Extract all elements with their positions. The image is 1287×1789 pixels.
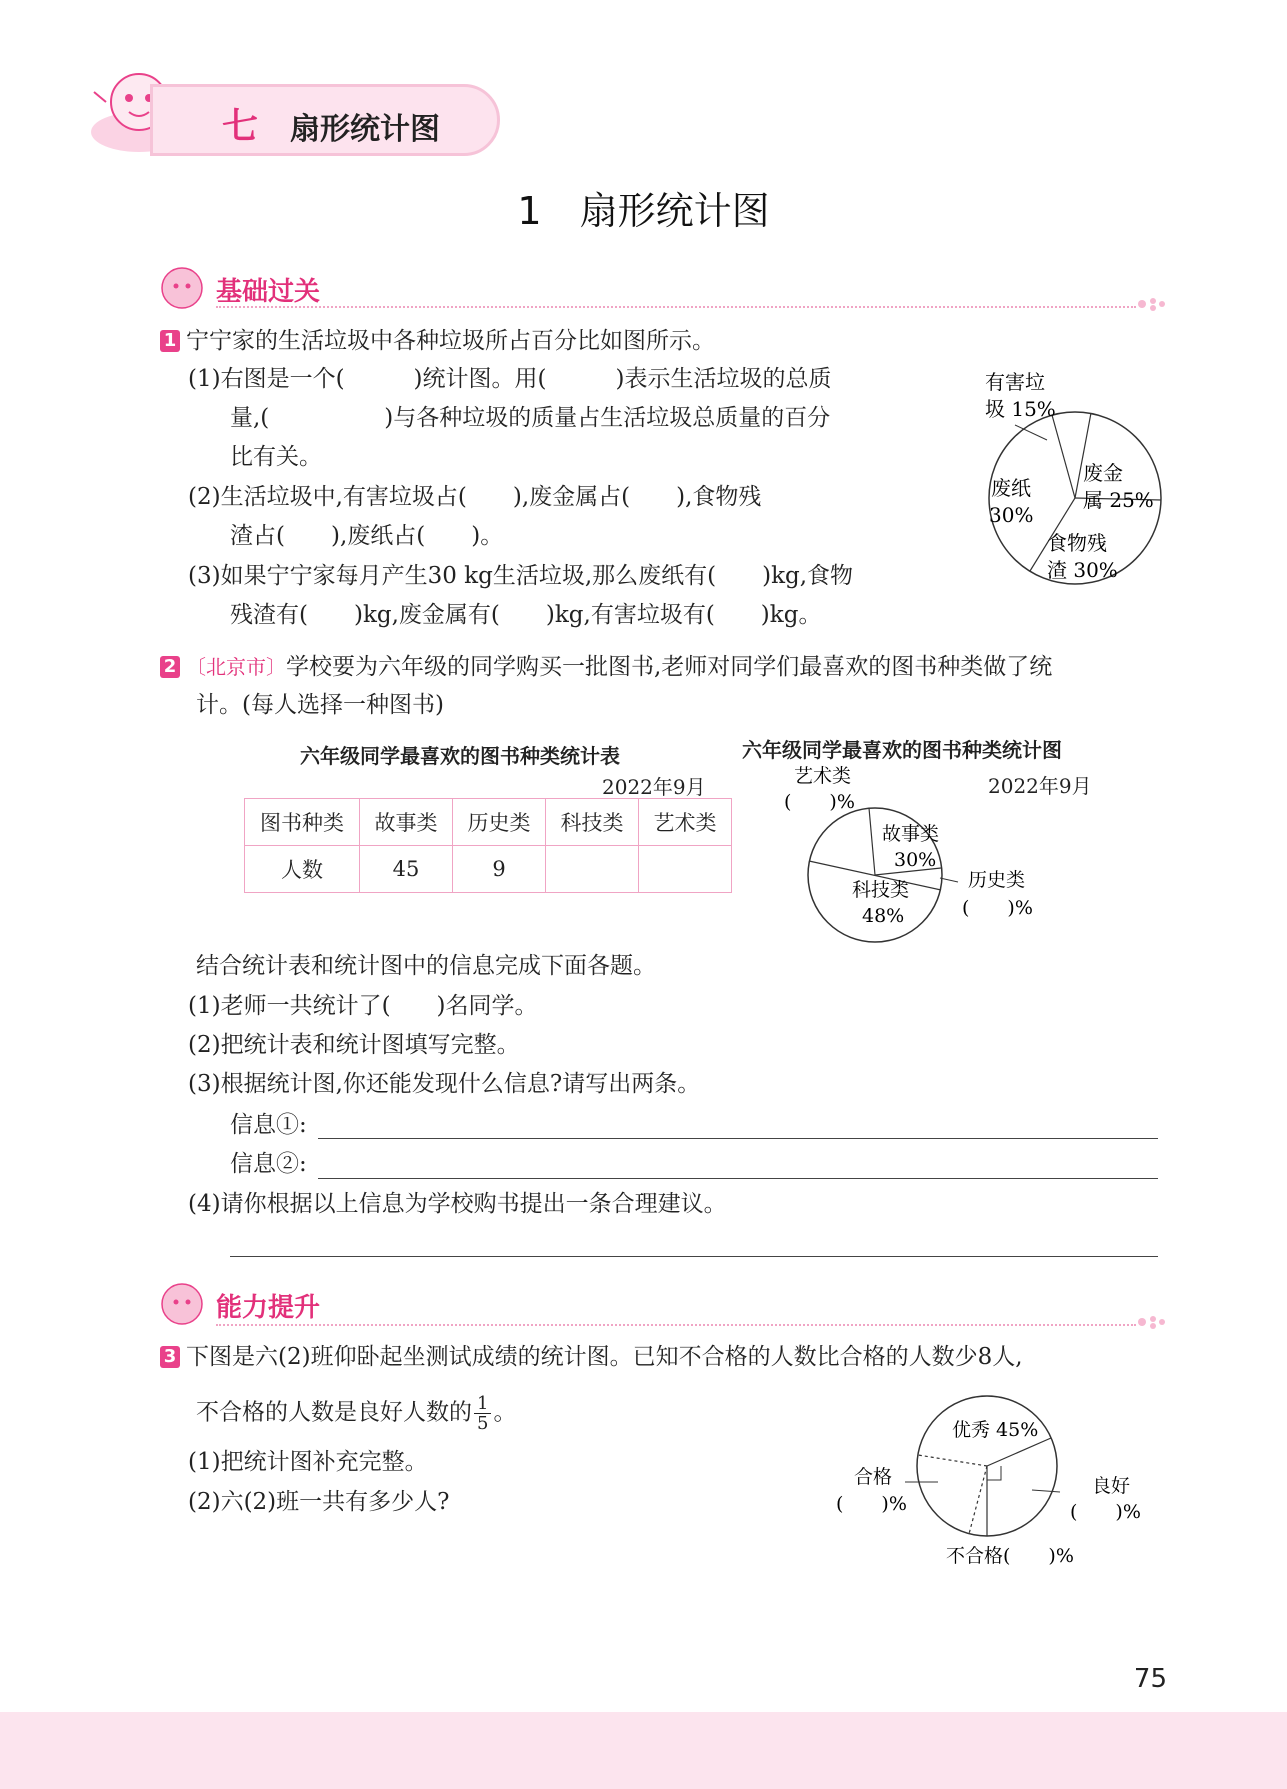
q1-pie-label-hazard-2: 圾 15% (985, 397, 1056, 421)
table-cell: 故事类 (360, 799, 453, 846)
q2-table-date: 2022年9月 (602, 775, 706, 799)
dots-icon (1136, 296, 1166, 316)
q1-part2-line2: 渣占( ),废纸占( )。 (230, 523, 504, 549)
q3-pie-label-fail: 不合格( )% (946, 1545, 1074, 1567)
fraction-numerator: 1 (474, 1394, 491, 1414)
q2-info1-answer-line[interactable] (318, 1138, 1158, 1139)
q2-stem-line2: 计。(每人选择一种图书) (196, 692, 444, 718)
q3-pie-label-good-2: ( )% (1070, 1501, 1141, 1523)
q2-pie-label-art-1: 艺术类 (794, 765, 852, 787)
table-cell: 艺术类 (639, 799, 732, 846)
q1-pie-label-paper-2: 30% (989, 503, 1034, 527)
q2-pie-label-history-2: ( )% (962, 897, 1033, 919)
q3-number: 3 (160, 1346, 180, 1368)
q1-pie-label-paper-1: 废纸 (991, 476, 1031, 500)
table-row (245, 799, 732, 846)
q2-pie-date: 2022年9月 (988, 774, 1092, 798)
q2-stem-line1: 2 〔北京市〕学校要为六年级的同学购买一批图书,老师对同学们最喜欢的图书种类做了统 (160, 652, 1052, 682)
q1-pie-divider-metal (1075, 413, 1091, 498)
q3-pie-divider-excellent (918, 1455, 987, 1466)
q2-info2-label: 信息②: (230, 1151, 307, 1177)
q1-pie-label-metal-1: 废金 (1083, 461, 1123, 485)
q3-pie-label-pass-1: 合格 (854, 1466, 893, 1488)
fraction-denominator: 5 (477, 1413, 489, 1434)
q2-pie-label-story-2: 30% (894, 849, 937, 871)
q2-pie-title: 六年级同学最喜欢的图书种类统计图 (742, 738, 1062, 762)
q1-part2-line1: (2)生活垃圾中,有害垃圾占( ),废金属占( ),食物残 (188, 484, 762, 510)
table-cell-blank (546, 846, 639, 893)
section-divider (216, 1324, 1136, 1326)
section-icon (160, 266, 204, 310)
q1-pie-label-hazard-1: 有害垃 (985, 370, 1045, 394)
table-cell: 图书种类 (245, 799, 360, 846)
q2-number: 2 (160, 656, 180, 678)
table-cell: 历史类 (453, 799, 546, 846)
q1-part3-line2: 残渣有( )kg,废金属有( )kg,有害垃圾有( )kg。 (230, 602, 822, 628)
q1-part1-line3: 比有关。 (230, 444, 322, 470)
bottom-band (0, 1712, 1287, 1789)
table-row (245, 846, 732, 893)
table-cell: 人数 (245, 846, 360, 893)
q2-part1: (1)老师一共统计了( )名同学。 (188, 993, 538, 1019)
q2-table-title: 六年级同学最喜欢的图书种类统计表 (300, 744, 620, 768)
q1-part1-line2: 量,( )与各种垃圾的质量占生活垃圾总质量的百分 (230, 405, 831, 431)
q1-pie-divider-hazard (1052, 415, 1075, 498)
q2-part3: (3)根据统计图,你还能发现什么信息?请写出两条。 (188, 1071, 701, 1097)
q3-pie-label-pass-2: ( )% (836, 1493, 907, 1515)
q2-pie-leader-history (940, 878, 958, 882)
q2-part2: (2)把统计表和统计图填写完整。 (188, 1032, 520, 1058)
q2-pie-label-tech-1: 科技类 (852, 879, 910, 901)
q2-stat-table (244, 798, 732, 893)
table-cell: 9 (453, 846, 546, 893)
chapter-title: 扇形统计图 (290, 112, 440, 147)
dots-icon (1136, 1314, 1166, 1334)
section-divider (216, 306, 1136, 308)
q1-pie-label-food-2: 渣 30% (1047, 558, 1118, 582)
q2-pie-label-story-1: 故事类 (882, 823, 940, 845)
q2-info1-label: 信息①: (230, 1112, 307, 1138)
q1-part1-line1: (1)右图是一个( )统计图。用( )表示生活垃圾的总质 (188, 366, 832, 392)
q3-pie-divider-pass (969, 1466, 987, 1534)
q2-part4: (4)请你根据以上信息为学校购书提出一条合理建议。 (188, 1191, 727, 1217)
q1-pie-label-food-1: 食物残 (1047, 531, 1107, 555)
section-title-advanced: 能力提升 (216, 1293, 321, 1323)
q2-pie-label-history-1: 历史类 (968, 869, 1026, 891)
table-cell: 科技类 (546, 799, 639, 846)
q2-suggestion-answer-line[interactable] (230, 1256, 1158, 1257)
q2-pie-label-art-2: ( )% (784, 791, 855, 813)
q3-pie-label-good-1: 良好 (1092, 1475, 1131, 1497)
q2-pie-label-tech-2: 48% (862, 905, 905, 927)
q1-number: 1 (160, 330, 180, 352)
q1-pie-chart (975, 360, 1165, 600)
q3-pie-right-angle (987, 1466, 1001, 1480)
chapter-number: 七 (222, 106, 259, 147)
q3-stem-line1: 3 下图是六(2)班仰卧起坐测试成绩的统计图。已知不合格的人数比合格的人数少8人, (160, 1342, 1023, 1372)
q3-part2: (2)六(2)班一共有多少人? (188, 1489, 450, 1515)
table-cell-blank (639, 846, 732, 893)
page-number: 75 (1133, 1664, 1167, 1694)
section-icon (160, 1282, 204, 1326)
q2-pie-chart (770, 760, 1070, 950)
q3-pie-leader-good (1032, 1490, 1060, 1492)
section-title-basic: 基础过关 (216, 277, 321, 307)
q2-pie-divider-3 (869, 808, 875, 875)
q3-stem-line2: 不合格的人数是良好人数的 $\frac{1}{5}$ 。 (196, 1393, 517, 1434)
lesson-title: 1 扇形统计图 (517, 189, 770, 233)
q1-part3-line1: (3)如果宁宁家每月产生30 kg生活垃圾,那么废纸有( )kg,食物 (188, 563, 854, 589)
q2-info2-answer-line[interactable] (318, 1178, 1158, 1179)
fraction (474, 1394, 491, 1433)
q3-part1: (1)把统计图补充完整。 (188, 1449, 428, 1475)
q1-stem: 1 宁宁家的生活垃圾中各种垃圾所占百分比如图所示。 (160, 326, 715, 356)
q3-pie-chart (830, 1386, 1170, 1576)
q1-pie-label-metal-2: 属 25% (1083, 488, 1154, 512)
q2-intro: 结合统计表和统计图中的信息完成下面各题。 (196, 953, 656, 979)
q2-region-tag: 〔北京市〕 (186, 655, 286, 679)
q3-pie-label-excellent: 优秀 45% (952, 1419, 1039, 1441)
q3-pie-divider-good (987, 1438, 1051, 1466)
table-cell: 45 (360, 846, 453, 893)
